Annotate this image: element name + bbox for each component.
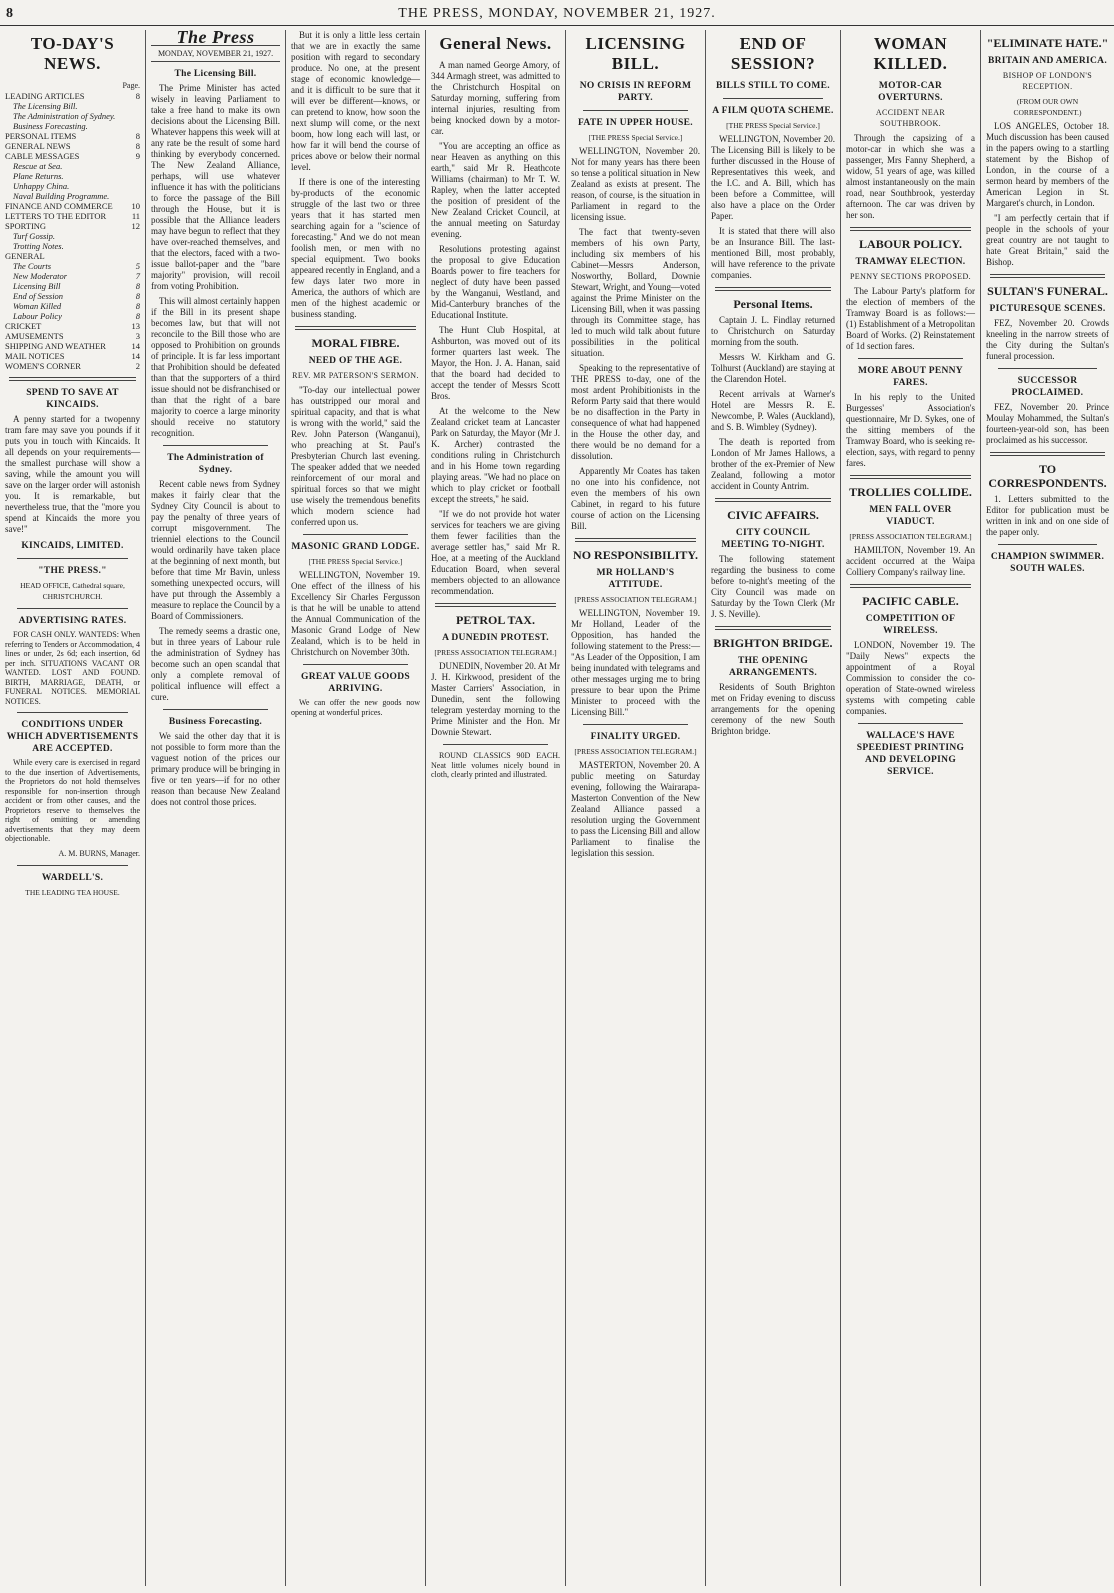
responsibility-tag: [PRESS ASSOCIATION TELEGRAM.]: [574, 595, 697, 604]
article-paragraph: WELLINGTON, November 20. The Licensing Bill is likely to be further discussed in the House of Representatives this week, and the I.C. and A. Bill, which has been before a Committee, will also have a place on the Order Paper.: [711, 134, 835, 221]
index-item-label: The Licensing Bill.: [13, 101, 78, 111]
divider: [998, 368, 1097, 369]
index-item-page: 2: [135, 361, 140, 371]
masthead: [0, 0, 1114, 26]
index-item-label: Unhappy China.: [13, 181, 70, 191]
index-item: [5, 261, 140, 271]
index-item-page: 8: [135, 301, 140, 311]
divider: [17, 558, 128, 559]
index-item-page: [138, 251, 140, 261]
index-item: [5, 91, 140, 101]
newspaper-title: THE PRESS, MONDAY, NOVEMBER 21, 1927.: [398, 6, 716, 21]
petrol-subheading: A DUNEDIN PROTEST.: [442, 633, 549, 643]
divider: [715, 626, 831, 630]
divider: [295, 326, 416, 330]
manager-signature: A. M. BURNS, Manager.: [58, 848, 140, 858]
index-item-label: Labour Policy: [13, 311, 62, 321]
licensing-subheading-two: FATE IN UPPER HOUSE.: [578, 118, 693, 128]
funeral-subheading: PICTURESQUE SCENES.: [989, 304, 1106, 314]
divider: [163, 445, 268, 446]
press-logo: The Press: [176, 30, 255, 47]
article-paragraph: HAMILTON, November 19. An accident occurred at the Waipa Colliery Company's railway line.: [846, 545, 975, 577]
licensing-heading: LICENSING BILL.: [585, 34, 686, 73]
news-paragraph: DUNEDIN, November 20. At Mr J. H. Kirkwood, president of the Master Carriers' Association, in Dunedin, sent the following telegram yesterday morning to the Prime Minister and the Hon. Mr Downie Stewart.: [431, 661, 560, 737]
divider: [303, 534, 408, 535]
moral-heading: MORAL FIBRE.: [311, 336, 400, 350]
index-item: [5, 141, 140, 151]
labour-dek: PENNY SECTIONS PROPOSED.: [849, 272, 972, 281]
cable-heading: PACIFIC CABLE.: [862, 594, 959, 608]
index-item-page: 13: [131, 321, 140, 331]
news-paragraph: "You are accepting an office as near Heaven as anything on this earth," said Mr R. Heathcote Williams (chairman) to Mr T. W. Rapley, when the latter accepted the position of president of the New Zealand Cricket Council, at the annual meeting on Saturday evening.: [431, 141, 560, 239]
article-paragraph: Apparently Mr Coates has taken no one into his confidence, not even the members of his own Cabinet, in regard to his future course of action on the Licensing Bill.: [571, 466, 700, 531]
divider: [858, 723, 963, 724]
index-item-page: [138, 231, 140, 241]
index-item-label: LEADING ARTICLES: [5, 91, 85, 101]
trollies-subheading: MEN FALL OVER VIADUCT.: [869, 505, 952, 527]
spend-heading: SPEND TO SAVE AT KINCAIDS.: [26, 388, 119, 410]
index-item: [5, 341, 140, 351]
index-item-label: Naval Building Programme.: [13, 191, 110, 201]
divider: [850, 584, 971, 588]
bridge-subheading: THE OPENING ARRANGEMENTS.: [728, 656, 818, 678]
editorial-heading-sydney: The Administration of Sydney.: [167, 453, 264, 475]
index-item: [5, 191, 140, 201]
article-paragraph: If there is one of the interesting by-products of the economic struggle of the last two or three years that it has started men searching again for a "science of forecasting." And we do not mean foolish men, or men with no special equipment. Two books appeared recently in England, and a few days later two more in America, the authors of which are men of the highest academic or business standing.: [291, 177, 420, 319]
index-item-page: [138, 171, 140, 181]
index-item-page: 8: [135, 311, 140, 321]
article-paragraph: The fact that twenty-seven members of his own Party, including six members of his Cabinet—Messrs Anderson, Nosworthy, Bollard, Downie Stewart, Wright, and Young—voted against the Prime Minister on the Licensing Bill, when it was passing through its Committee stage, has led to much wild talk about future possibilities in the political situation.: [571, 227, 700, 358]
index-item-page: [138, 121, 140, 131]
trollies-heading: TROLLIES COLLIDE.: [849, 485, 972, 499]
news-paragraph: A man named George Amory, of 344 Armagh street, was admitted to the Christchurch Hospital on Saturday morning, suffering from internal injuries, resulting from being knocked down by a motor-car.: [431, 60, 560, 136]
index-item-label: MAIL NOTICES: [5, 351, 65, 361]
divider: [715, 498, 831, 502]
session-tag: [THE PRESS Special Service.]: [726, 121, 820, 130]
index-heading: TO-DAY'S NEWS.: [30, 34, 115, 73]
index-item: [5, 281, 140, 291]
index-item-page: 14: [131, 351, 140, 361]
divider: [9, 377, 136, 381]
column-three: [285, 30, 425, 1586]
divider: [990, 452, 1105, 456]
index-item-label: PERSONAL ITEMS: [5, 131, 77, 141]
article-paragraph: WELLINGTON, November 20. Not for many years has there been so tense a political situation in New Zealand as exists at present. The reason, of course, is the situation in Parliament in regard to the licensing issue.: [571, 146, 700, 222]
hate-subheading: BRITAIN AND AMERICA.: [987, 56, 1108, 66]
kincaids-name: KINCAIDS, LIMITED.: [21, 541, 124, 551]
index-item-label: Woman Killed: [13, 301, 62, 311]
moral-byline: REV. MR PATERSON'S SERMON.: [292, 371, 419, 380]
column-woman-killed: [840, 30, 980, 1586]
news-paragraph: Resolutions protesting against the proposal to give Education Boards power to fire teachers for neglect of duty have been passed by the Wanganui, Westland, and Mid-Canterbury branches of the Educational Institute.: [431, 244, 560, 320]
index-item: [5, 311, 140, 321]
news-paragraph: At the welcome to the New Zealand cricket team at Lancaster Park on Saturday, the Mayor (Mr J. K. Archer) contrasted the conditions ruling in Christchurch and in his Home town regarding playing areas. "We had no place on which to play cricket or football except the streets," he said.: [431, 406, 560, 504]
article-paragraph: "To-day our intellectual power has outstripped our moral and spiritual capacity, and that is what is wrong with the world," said the Rev. John Paterson (Wanganui), who preaching at St. Paul's Presbyterian Church last evening. The speaker added that we needed reinforcement of our moral and spiritual forces so that we might use wisely the tremendous benefits which modern science had conferred upon us.: [291, 385, 420, 527]
article-paragraph: WELLINGTON, November 19. Mr Holland, Leader of the Opposition, has handed the following statement to the Press:— "As Leader of the Opposition, I am being inundated with telegrams and other messages urging me to bring pressure to bear upon the Prime Minister to proceed with the Licensing Bill.": [571, 608, 700, 717]
index-item-page: 8: [135, 131, 140, 141]
index-item: [5, 271, 140, 281]
masonic-tag: [THE PRESS Special Service.]: [308, 557, 403, 566]
divider: [435, 603, 556, 607]
index-item-label: The Courts: [13, 261, 52, 271]
index-item-page: 14: [131, 341, 140, 351]
divider: [723, 98, 823, 99]
editorial-paragraph: This will almost certainly happen if the Bill in its present shape becomes law, but that will not reconcile to the Bill those who are opposed to Prohibition on grounds of principle. It is far less important that Prohibition should be defeated than that the supporters of a third issue should not be disfranchised or than that the right of a bare majority to coerce a large minority should receive no statutory recognition.: [151, 296, 280, 438]
fares-heading: MORE ABOUT PENNY FARES.: [858, 366, 963, 388]
index-item-label: Trotting Notes.: [13, 241, 64, 251]
column-session: [705, 30, 840, 1586]
index-item-page: [138, 161, 140, 171]
editorial-dateline: MONDAY, NOVEMBER 21, 1927.: [151, 45, 280, 62]
session-subheading-two: A FILM QUOTA SCHEME.: [712, 106, 834, 116]
civic-heading: CIVIC AFFAIRS.: [727, 508, 819, 522]
index-item-label: AMUSEMENTS: [5, 331, 64, 341]
divider: [583, 110, 688, 111]
index-item-page: [138, 111, 140, 121]
index-item: [5, 321, 140, 331]
column-licensing: [565, 30, 705, 1586]
article-paragraph: MASTERTON, November 20. A public meeting on Saturday evening, following the Wairarapa-Masterton Convention of the New Zealand Alliance passed a resolution urging the Government to pass the Licensing Bill and allow Parliament to finalise the legislation this session.: [571, 760, 700, 858]
index-item: [5, 181, 140, 191]
index-item-page: [138, 191, 140, 201]
article-paragraph: "I am perfectly certain that if people in the schools of your great country are not taught to hate Great Britain," said the Bishop.: [986, 213, 1109, 267]
personal-paragraph: Messrs W. Kirkham and G. Tolhurst (Auckland) are staying at the Clarendon Hotel.: [711, 352, 835, 384]
correspondents-heading: TO CORRESPONDENTS.: [988, 462, 1107, 490]
responsibility-heading: NO RESPONSIBILITY.: [573, 548, 698, 562]
session-heading: END OF SESSION?: [730, 34, 816, 73]
index-item: [5, 301, 140, 311]
labour-heading: LABOUR POLICY.: [859, 237, 962, 251]
index-item-page: 8: [135, 281, 140, 291]
index-item-page: [138, 101, 140, 111]
funeral-heading: SULTAN'S FUNERAL.: [987, 284, 1108, 298]
news-paragraph: "If we do not provide hot water services for teachers we are giving them fewer facilities than the average settler has," said Mr R. Hoe, at a meeting of the Auckland Education Board, when several members objected to an allowance recommendation.: [431, 509, 560, 596]
index-item-page: [138, 181, 140, 191]
index-item-label: Business Forecasting.: [13, 121, 88, 131]
finality-heading: FINALITY URGED.: [590, 732, 681, 742]
index-item-label: Rescue at Sea.: [13, 161, 63, 171]
index-item-page: 12: [131, 221, 140, 231]
article-paragraph: Through the capsizing of a motor-car in which she was a passenger, Mrs Fanny Shepherd, a widow, 51 years of age, was killed almost instantaneously on the main road, near Southbrook, yesterday afternoon. The car was driven by her son.: [846, 133, 975, 220]
column-index: [0, 30, 145, 1586]
index-item-page: [138, 241, 140, 251]
general-news-heading: General News.: [439, 34, 552, 53]
article-paragraph: 1. Letters submitted to the Editor for publication must be written in ink and on one side of the paper only.: [986, 494, 1109, 537]
advertising-text: FOR CASH ONLY. WANTEDS: When referring to Tenders or Accommodation, 4 lines or under, 2s 6d; each insertion, 6d per inch. SITUATIONS VACANT OR WANTED. LOST AND FOUND. BIRTH, MARRIAGE, DEATH, or FUNERAL NOTICES. MEMORIAL NOTICES.: [5, 630, 140, 706]
index-item: [5, 351, 140, 361]
index-item-label: Licensing Bill: [13, 281, 61, 291]
moral-subheading: NEED OF THE AGE.: [308, 356, 403, 366]
personal-paragraph: Recent arrivals at Warner's Hotel are Messrs R. E. Newcombe, P. Wales (Auckland), and S. B. Wimbley (Sydney).: [711, 389, 835, 432]
trollies-tag: [PRESS ASSOCIATION TELEGRAM.]: [849, 532, 972, 541]
index-item-page: 10: [131, 201, 140, 211]
woman-killed-dek: ACCIDENT NEAR SOUTHBROOK.: [875, 108, 946, 128]
index-item-label: FINANCE AND COMMERCE: [5, 201, 113, 211]
index-item: [5, 201, 140, 211]
bridge-heading: BRIGHTON BRIDGE.: [713, 636, 833, 650]
index-item: [5, 231, 140, 241]
index-item: [5, 151, 140, 161]
licensing-tag: [THE PRESS Special Service.]: [588, 133, 683, 142]
editorial-paragraph: We said the other day that it is not possible to form more than the vaguest notion of the prices our primary produce will be bringing in five or ten years—if for no other reason than because New Zealand does not control those prices.: [151, 731, 280, 807]
wardells-subheading: THE LEADING TEA HOUSE.: [25, 887, 120, 897]
classics-ad: ROUND CLASSICS 90D EACH. Neat little volumes nicely bound in cloth, clearly printed and illustrated.: [431, 751, 560, 779]
advertising-heading: ADVERTISING RATES.: [18, 616, 127, 626]
goods-ad-text: We can offer the new goods now opening at wonderful prices.: [291, 698, 420, 717]
index-item-page: 8: [135, 141, 140, 151]
index-item-label: SPORTING: [5, 221, 47, 231]
article-paragraph: Residents of South Brighton met on Friday evening to discuss arrangements for the opening ceremony of the new South Brighton bridge.: [711, 682, 835, 736]
column-editorial: [145, 30, 285, 1586]
editorial-heading-forecasting: Business Forecasting.: [168, 717, 263, 727]
index-item-label: New Moderator: [13, 271, 68, 281]
index-item: [5, 241, 140, 251]
index-item-page: 7: [135, 271, 140, 281]
divider: [443, 744, 548, 745]
index-item: [5, 331, 140, 341]
conditions-heading: CONDITIONS UNDER WHICH ADVERTISEMENTS ARE ACCEPTED.: [6, 720, 139, 754]
index-item-label: End of Session: [13, 291, 64, 301]
index-item-page: 5: [135, 261, 140, 271]
conditions-text: While every care is exercised in regard to the due insertion of Advertisements, the Proprietors do not hold themselves responsible for non-insertion through accident or from other causes, and the Proprietors reserve to themselves the right of omitting or amending advertisements that they may deem objectionable.: [5, 758, 140, 843]
divider: [303, 664, 408, 665]
divider: [17, 865, 128, 866]
index-item-page: 3: [135, 331, 140, 341]
article-paragraph: Speaking to the representative of THE PRESS to-day, one of the most ardent Prohibitionists in the Reform Party said that there would be no disaffection in the Party in consequence of what had happened in the House the other day, and there would be no demand for a dissolution.: [571, 363, 700, 461]
divider: [990, 274, 1105, 278]
column-hate: [980, 30, 1114, 1586]
index-item: [5, 291, 140, 301]
article-paragraph: WELLINGTON, November 19. One effect of the illness of his Excellency Sir Charles Fergusson is that he will be unable to attend the Annual Communication of the Masonic Grand Lodge of New Zealand, which is to be held in Christchurch on November 30th.: [291, 570, 420, 657]
article-paragraph: LONDON, November 19. The "Daily News" expects the appointment of a Royal Commission to consider the co-operation of State-owned wireless systems with competing cable companies.: [846, 640, 975, 716]
divider: [858, 358, 963, 359]
article-paragraph: The Labour Party's platform for the election of members of the Tramway Board is as follows:— (1) Establishment of a Metropolitan Board of Works. (2) Reinstatement of 1d section fares.: [846, 286, 975, 351]
editorial-paragraph: The Prime Minister has acted wisely in leaving Parliament to take a free hand to make its own decisions about the Licensing Bill. Whatever happens this week will at any rate be the result of some hard thinking by everybody concerned. The New Zealand Alliance, perhaps, will use whatever influence it has with the politicians to force the passage of the Bill through the House, but it is possible that the Alliance leaders may have begun to reflect that they have over-reached themselves, and that the electors, faced with a two-issue ballot-paper and the "bare majority" provision, will recoil from voting Prohibition.: [151, 83, 280, 291]
article-paragraph: In his reply to the United Burgesses' Association's questionnaire, Mr D. Sykes, one of the sitting members of the Tramway Board, who is seeking re-election, says, with regard to penny fares.: [846, 392, 975, 468]
index-item: [5, 101, 140, 111]
index-item-page: 9: [135, 151, 140, 161]
index-item-label: WOMEN'S CORNER: [5, 361, 81, 371]
editorial-paragraph: Recent cable news from Sydney makes it fairly clear that the Sydney City Council is about to pay the penalty of three years of corrupt misgovernment. The trienniel elections to the Council would ordinarily have taken place at the beginning of next month, but before that time Mr Bavin, unless something unexpected occurs, will have put through the Assembly a measure to replace the Council by a Board of Commissioners.: [151, 479, 280, 621]
page-number: 8: [6, 6, 13, 21]
editorial-heading-licensing: The Licensing Bill.: [174, 69, 257, 79]
goods-ad-heading: GREAT VALUE GOODS ARRIVING.: [301, 672, 410, 694]
responsibility-subheading: MR HOLLAND'S ATTITUDE.: [596, 568, 675, 590]
index-item: [5, 251, 140, 261]
personal-heading: Personal Items.: [733, 297, 813, 311]
index-item-label: CABLE MESSAGES: [5, 151, 80, 161]
personal-paragraph: Captain J. L. Findlay returned to Christchurch on Saturday morning from the south.: [711, 315, 835, 347]
divider: [583, 724, 688, 725]
divider: [575, 538, 696, 542]
index-item: [5, 171, 140, 181]
index-item: [5, 131, 140, 141]
hate-dek: BISHOP OF LONDON'S RECEPTION.: [1002, 71, 1093, 91]
index-item-label: Turf Gossip.: [13, 231, 56, 241]
woman-killed-subheading: MOTOR-CAR OVERTURNS.: [878, 81, 943, 103]
press-office: HEAD OFFICE, Cathedral square, CHRISTCHURCH.: [20, 581, 125, 601]
wardells-heading: WARDELL'S.: [41, 872, 104, 883]
divider: [850, 227, 971, 231]
civic-subheading: CITY COUNCIL MEETING TO-NIGHT.: [721, 528, 825, 550]
article-paragraph: FEZ, November 20. Prince Moulay Mohammed, the Sultan's fourteen-year-old son, has been proclaimed as his successor.: [986, 402, 1109, 445]
woman-killed-heading: WOMAN KILLED.: [873, 34, 948, 73]
index-item-label: LETTERS TO THE EDITOR: [5, 211, 107, 221]
swimmer-heading: CHAMPION SWIMMER. SOUTH WALES.: [990, 552, 1105, 574]
divider: [163, 709, 268, 710]
index-item: [5, 111, 140, 121]
spend-text: A penny started for a twopenny tram fare may save you pounds if it puts you in touch with Kincaids. It all depends on your requirements— the smallest purchase will show a saving, while the amount you will save on the larger order will astonish you. It is remarkable, but nevertheless true, that the "more you spend at Kincaids the more you save!": [5, 414, 140, 534]
cable-subheading: COMPETITION OF WIRELESS.: [865, 614, 956, 636]
hate-heading: "ELIMINATE HATE.": [986, 36, 1109, 50]
petrol-heading: PETROL TAX.: [456, 613, 535, 627]
wallaces-ad-heading: WALLACE'S HAVE SPEEDIEST PRINTING AND DEVELOPING SERVICE.: [856, 731, 965, 777]
hate-tag: (FROM OUR OWN CORRESPONDENT.): [1013, 97, 1082, 117]
index-item-label: Plane Returns.: [13, 171, 64, 181]
press-heading: "THE PRESS.": [38, 566, 107, 576]
divider: [17, 608, 128, 609]
labour-subheading: TRAMWAY ELECTION.: [855, 257, 966, 267]
index-item-label: GENERAL NEWS: [5, 141, 71, 151]
index-item: [5, 211, 140, 221]
pages-label: Page.: [122, 81, 140, 90]
index-item: [5, 161, 140, 171]
index-item: [5, 361, 140, 371]
index-item: [5, 221, 140, 231]
editorial-paragraph: The remedy seems a drastic one, but in three years of Labour rule the administration of Sydney has become such an open scandal that only a complete removal of political influence will effect a cure.: [151, 626, 280, 702]
session-subheading: BILLS STILL TO COME.: [716, 81, 830, 91]
successor-heading: SUCCESSOR PROCLAIMED.: [1011, 376, 1084, 398]
divider: [850, 475, 971, 479]
index-item-label: CRICKET: [5, 321, 42, 331]
column-general-news: [425, 30, 565, 1586]
index-item-page: 8: [135, 91, 140, 101]
index-list: [5, 91, 140, 371]
masonic-heading: MASONIC GRAND LODGE.: [291, 542, 420, 552]
divider: [17, 712, 128, 713]
article-paragraph: LOS ANGELES, October 18. Much discussion has been caused in the papers owing to a startling statement by the Bishop of London, in the course of a sermon heard by members of the American Legion in St. Margaret's church, in London.: [986, 121, 1109, 208]
index-item-page: 11: [131, 211, 140, 221]
divider: [715, 287, 831, 291]
article-paragraph: FEZ, November 20. Crowds kneeling in the narrow streets of the City during the Sultan's funeral procession.: [986, 318, 1109, 361]
news-paragraph: The Hunt Club Hospital, at Ashburton, was moved out of its former quarters last week. The Mayor, the Hon. J. A. Hanan, said that the board had decided to accept the tender of Messrs Scott Bros.: [431, 325, 560, 401]
finality-tag: [PRESS ASSOCIATION TELEGRAM.]: [574, 747, 697, 756]
article-paragraph: The following statement regarding the business to come before to-night's meeting of the City Council was made on Saturday by the Town Clerk (Mr J. S. Neville).: [711, 554, 835, 619]
index-item-label: SHIPPING AND WEATHER: [5, 341, 106, 351]
petrol-tag: [PRESS ASSOCIATION TELEGRAM.]: [434, 648, 557, 657]
licensing-subheading: NO CRISIS IN REFORM PARTY.: [579, 81, 692, 103]
article-paragraph: But it is only a little less certain that we are in exactly the same position with regard to secondary produce. No one, at the present stage of economic knowledge—and it is difficult to be sure that it will ever be different—knows, or can pretend to know, how soon the next slump will come, or the next boom, how long each will last, or how far it will bend the course of prices above or below their normal level.: [291, 30, 420, 172]
index-item-label: The Administration of Sydney.: [13, 111, 116, 121]
article-paragraph: It is stated that there will also be an Insurance Bill. The last-mentioned Bill, most probably, will have reference to the private companies.: [711, 226, 835, 280]
index-item-label: GENERAL: [5, 251, 45, 261]
divider: [998, 544, 1097, 545]
index-item-page: 8: [135, 291, 140, 301]
index-item: [5, 121, 140, 131]
personal-paragraph: The death is reported from London of Mr James Hallows, a brother of the ex-Premier of New Zealand, following a motor accident in County Antrim.: [711, 437, 835, 491]
